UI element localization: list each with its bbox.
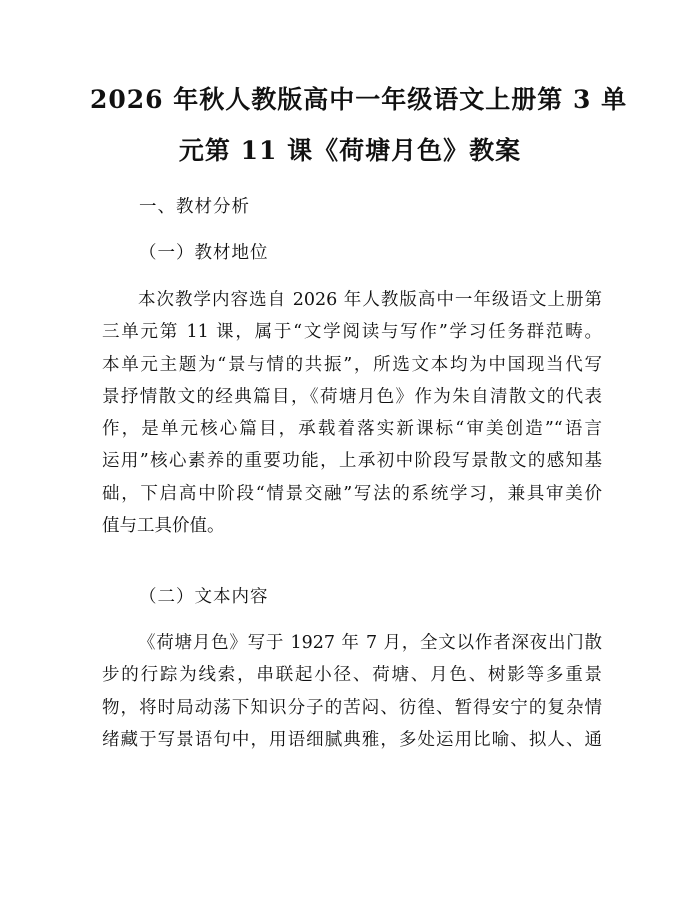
paragraph-line: 值与工具价值。 bbox=[102, 516, 225, 537]
paragraph-line: 本次教学内容选自 2026 年人教版高中一年级语文上册第 bbox=[138, 290, 602, 310]
title-line-1: 2026 年秋人教版高中一年级语文上册第 3 单 bbox=[90, 85, 628, 114]
document-title bbox=[90, 74, 628, 176]
paragraph-line: 运用”核心素养的重要功能，上承初中阶段写景散文的感知基 bbox=[102, 451, 602, 472]
paragraph-line: 本单元主题为“景与情的共振”，所选文本均为中国现当代写 bbox=[102, 354, 602, 375]
paragraph-line: 绪藏于写景语句中，用语细腻典雅，多处运用比喻、拟人、通 bbox=[102, 729, 602, 750]
paragraph-line: 步的行踪为线索，串联起小径、荷塘、月色、树影等多重景 bbox=[102, 665, 602, 686]
subsection-heading: （二）文本内容 bbox=[139, 587, 269, 607]
paragraph-line: 物，将时局动荡下知识分子的苦闷、彷徨、暂得安宁的复杂情 bbox=[102, 697, 602, 718]
subsection-heading: （一）教材地位 bbox=[139, 243, 269, 263]
title-line-2: 元第 11 课《荷塘月色》教案 bbox=[178, 136, 522, 165]
paragraph-line: 《荷塘月色》写于 1927 年 7 月，全文以作者深夜出门散 bbox=[138, 633, 602, 653]
paragraph-line: 作，是单元核心篇目，承载着落实新课标“审美创造”“语言 bbox=[102, 419, 602, 440]
paragraph-line: 础，下启高中阶段“情景交融”写法的系统学习，兼具审美价 bbox=[102, 483, 602, 504]
paragraph-textbook-position bbox=[102, 284, 602, 542]
section-heading: 一、教材分析 bbox=[139, 197, 250, 217]
paragraph-text-content bbox=[102, 627, 602, 756]
paragraph-line: 景抒情散文的经典篇目，《荷塘月色》作为朱自清散文的代表 bbox=[102, 386, 602, 407]
paragraph-line: 三单元第 11 课，属于“文学阅读与写作”学习任务群范畴。 bbox=[102, 322, 602, 343]
